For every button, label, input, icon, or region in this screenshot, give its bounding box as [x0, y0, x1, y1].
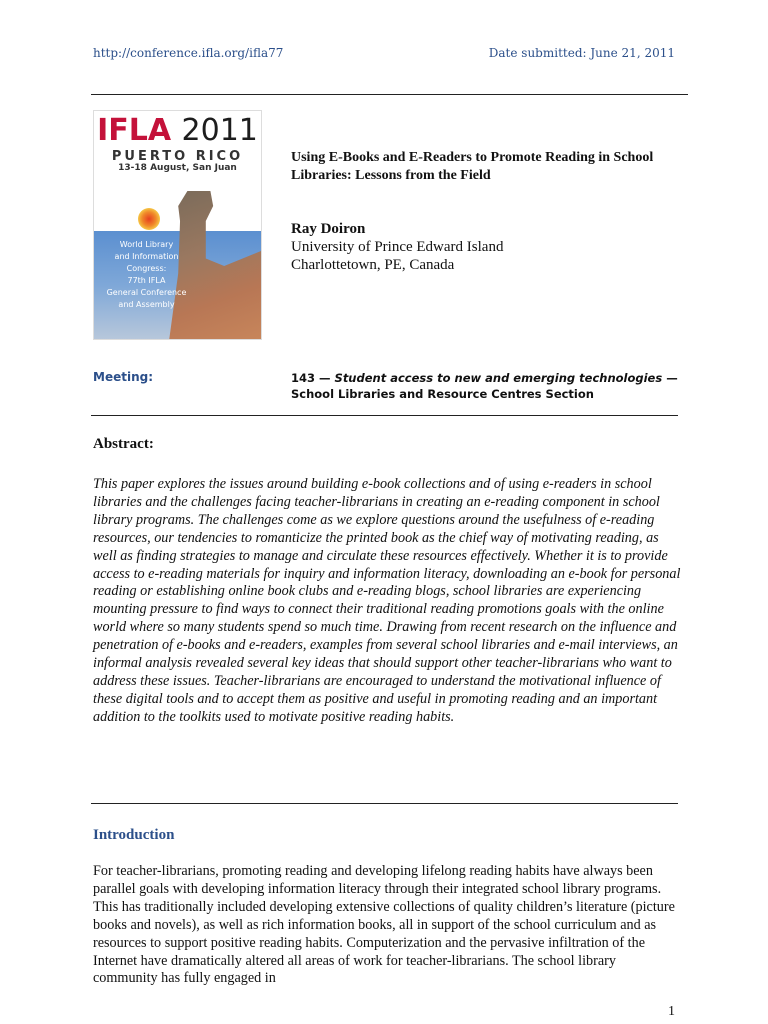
abstract-heading: Abstract:	[93, 436, 154, 452]
author-location: Charlottetown, PE, Canada	[291, 257, 455, 273]
date-submitted: Date submitted: June 21, 2011	[488, 46, 675, 60]
poster-description: World Library and Information Congress: 77th IFLA General Conference and Assembly	[106, 240, 187, 309]
section-divider	[91, 415, 678, 416]
meeting-info: 143 — Student access to new and emerging technologies — School Libraries and Resource Centres Section	[291, 371, 678, 401]
conference-poster	[93, 110, 262, 340]
introduction-heading: Introduction	[93, 827, 175, 843]
sun-logo-icon	[138, 208, 160, 230]
author-name: Ray Doiron	[291, 221, 366, 237]
paper-title: Using E-Books and E-Readers to Promote Reading in School Libraries: Lessons from the Field	[291, 150, 654, 183]
introduction-text: For teacher-librarians, promoting reading and developing lifelong reading habits have always been parallel goals with developing information literacy through their integrated school library programs. This has traditionally included developing extensive collections of quality children’s literature (picture books and novels), as well as rich information books, all in support of the school curriculum and as resources to support positive reading habits. Computerization and the pervasive infiltration of the Internet have dramatically altered all areas of work for teacher-librarians. The school library community has fully engaged in	[93, 863, 675, 987]
author-block	[291, 220, 503, 274]
poster-title: IFLA 2011	[97, 113, 258, 148]
conference-url[interactable]: http://conference.ifla.org/ifla77	[93, 46, 284, 60]
abstract-divider	[91, 803, 678, 804]
poster-dates: 13-18 August, San Juan	[118, 163, 237, 173]
poster-location: PUERTO RICO	[111, 149, 244, 164]
abstract-text: This paper explores the issues around building e-book collections and of using e-readers in school libraries and the challenges facing teacher-librarians in creating an e-reading component in school library programs. The challenges come as we explore questions around the usefulness of e-reading resources, our tendencies to romanticize the printed book as the chief way of motivating reading, as well as finding strategies to manage and circulate these resources effectively. Whether it is to provide access to e-reading materials for inquiry and information literacy, downloading an e-book for personal reading or establishing online book clubs and e-reading blogs, school libraries are experiencing mounting pressure to find ways to connect their traditional reading promotions goals with the online world where so many students spend so much time. Drawing from recent research on the influence and penetration of e-books and e-readers, examples from several school libraries and e-mail interviews, an informal analysis revealed several key ideas that should support other teacher-librarians who want to address these issues. Teacher-librarians are encouraged to understand the motivational influence of these digital tools and to accept them as positive and useful in promoting reading and an important addition to the toolkits used to motivate positive reading habits.	[93, 476, 681, 725]
meeting-label: Meeting:	[93, 370, 153, 384]
author-affiliation: University of Prince Edward Island	[291, 239, 504, 255]
header-divider	[91, 94, 688, 95]
page-number: 1	[668, 1004, 675, 1019]
